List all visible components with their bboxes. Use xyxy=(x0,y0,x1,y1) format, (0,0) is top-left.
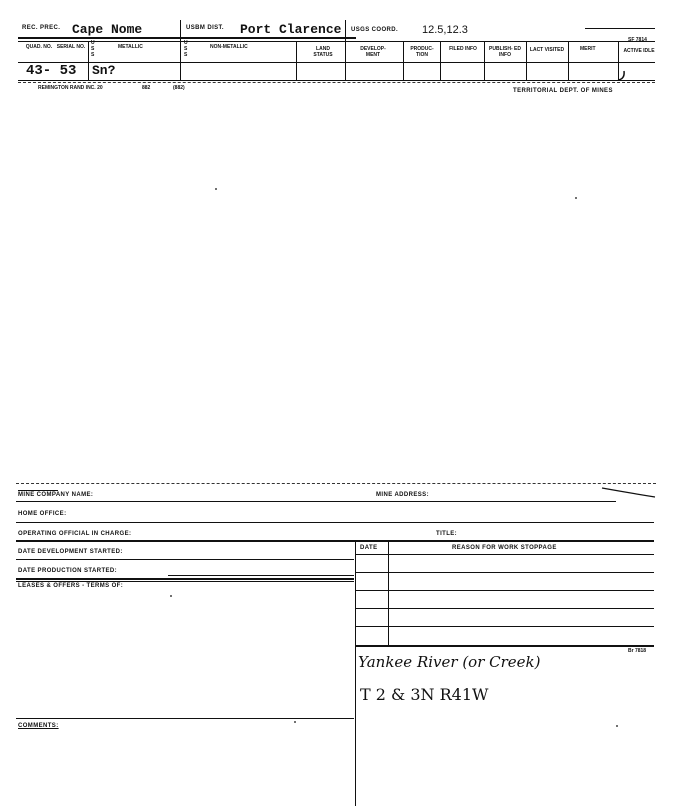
vsep-dev xyxy=(403,42,404,80)
rule-home-office xyxy=(16,522,654,523)
metallic-value: Sn? xyxy=(92,63,116,78)
vsep-pub xyxy=(526,42,527,80)
mine-address-label: MINE ADDRESS: xyxy=(376,492,429,498)
vsep-uss-left xyxy=(296,42,297,80)
date-col-divider xyxy=(388,541,389,646)
bottom-card xyxy=(0,470,678,810)
speck xyxy=(575,197,577,199)
col-non-metallic: NON-METALLIC xyxy=(210,44,248,50)
rule-company xyxy=(16,501,616,502)
rec-prec-value: Cape Nome xyxy=(72,22,143,37)
col-filed-info: FILED INFO xyxy=(449,46,477,52)
vsep-rec xyxy=(180,20,181,80)
vsep-filed xyxy=(484,42,485,80)
printer-code: 882 xyxy=(142,85,151,91)
top-dashed-rule xyxy=(18,82,655,83)
comments-label: COMMENTS: xyxy=(18,723,59,729)
col-active-idle: ACTIVE IDLE xyxy=(623,48,655,54)
top-rule-bottom xyxy=(18,80,655,81)
usgs-coord-value: 12.5,12.3 xyxy=(422,24,468,36)
usbm-dist-value: Port Clarence xyxy=(240,22,342,37)
dev-started-label: DATE DEVELOPMENT STARTED: xyxy=(18,549,123,555)
form-code-top: SF 7814 xyxy=(628,37,647,43)
rule-operating xyxy=(16,540,654,542)
col-development: DEVELOP- MENT xyxy=(360,46,386,58)
printer-code-paren: (882) xyxy=(173,85,185,91)
top-rule-right xyxy=(585,28,655,29)
vsep-serial xyxy=(88,42,89,80)
department-label: TERRITORIAL DEPT. OF MINES xyxy=(513,88,613,94)
col-uss-right: U S S xyxy=(184,40,188,58)
printer-note: REMINGTON RAND INC. 20 xyxy=(38,85,103,91)
date-col-header: DATE xyxy=(360,545,378,551)
col-land-status: LAND STATUS xyxy=(313,46,333,58)
operating-official-label: OPERATING OFFICIAL IN CHARGE: xyxy=(18,531,132,537)
stoppage-row-3 xyxy=(355,608,654,609)
stoppage-row-2 xyxy=(355,590,654,591)
stoppage-row-1 xyxy=(355,572,654,573)
handwritten-township: T 2 & 3N R41W xyxy=(360,685,489,704)
col-quad-no: QUAD. NO. xyxy=(25,44,53,50)
usgs-coord-label: USGS COORD. xyxy=(351,27,399,33)
bottom-top-dashed xyxy=(16,483,656,484)
prod-started-label: DATE PRODUCTION STARTED: xyxy=(18,568,118,574)
rule-prod-underline xyxy=(168,575,354,576)
top-rule-2 xyxy=(18,41,655,42)
stoppage-row-4 xyxy=(355,626,654,627)
form-code-bottom: Br 7818 xyxy=(628,648,647,654)
vsep-usgs xyxy=(345,20,346,80)
title-label: TITLE: xyxy=(436,531,458,537)
stoppage-header-rule xyxy=(355,554,654,555)
col-metallic: METALLIC xyxy=(118,44,143,50)
speck xyxy=(215,188,217,190)
center-divider xyxy=(355,541,356,806)
top-card xyxy=(0,0,678,100)
mine-company-label: MINE COMPANY NAME: xyxy=(18,492,94,498)
stoppage-row-5 xyxy=(355,645,654,647)
vsep-prod xyxy=(440,42,441,80)
col-merit: MERIT xyxy=(580,46,596,52)
handwritten-location: Yankee River (or Creek) xyxy=(358,653,541,671)
col-production: PRODUC- TION xyxy=(410,46,434,58)
active-idle-mark xyxy=(615,68,629,82)
col-uss-left: U S S xyxy=(91,40,95,58)
rule-prod xyxy=(16,578,354,580)
leases-label: LEASES & OFFERS - TERMS OF: xyxy=(18,583,124,589)
reason-col-header: REASON FOR WORK STOPPAGE xyxy=(452,545,557,551)
corner-stroke xyxy=(600,484,660,500)
rule-company-strike xyxy=(18,490,58,491)
vsep-last xyxy=(568,42,569,80)
rule-comments xyxy=(16,718,354,719)
usbm-dist-label: USBM DIST. xyxy=(186,25,225,31)
home-office-label: HOME OFFICE: xyxy=(18,511,67,517)
top-rule-1 xyxy=(18,37,356,39)
rec-prec-label: REC. PREC. xyxy=(22,25,61,31)
col-last-visited: LACT VISITED xyxy=(529,47,565,53)
col-serial-no: SERIAL NO. xyxy=(56,44,86,50)
quad-serial-value: 43- 53 xyxy=(26,63,77,79)
col-published-info: PUBLISH- ED INFO xyxy=(489,46,521,58)
rule-dev xyxy=(16,559,354,560)
rule-prod-2 xyxy=(16,581,354,582)
